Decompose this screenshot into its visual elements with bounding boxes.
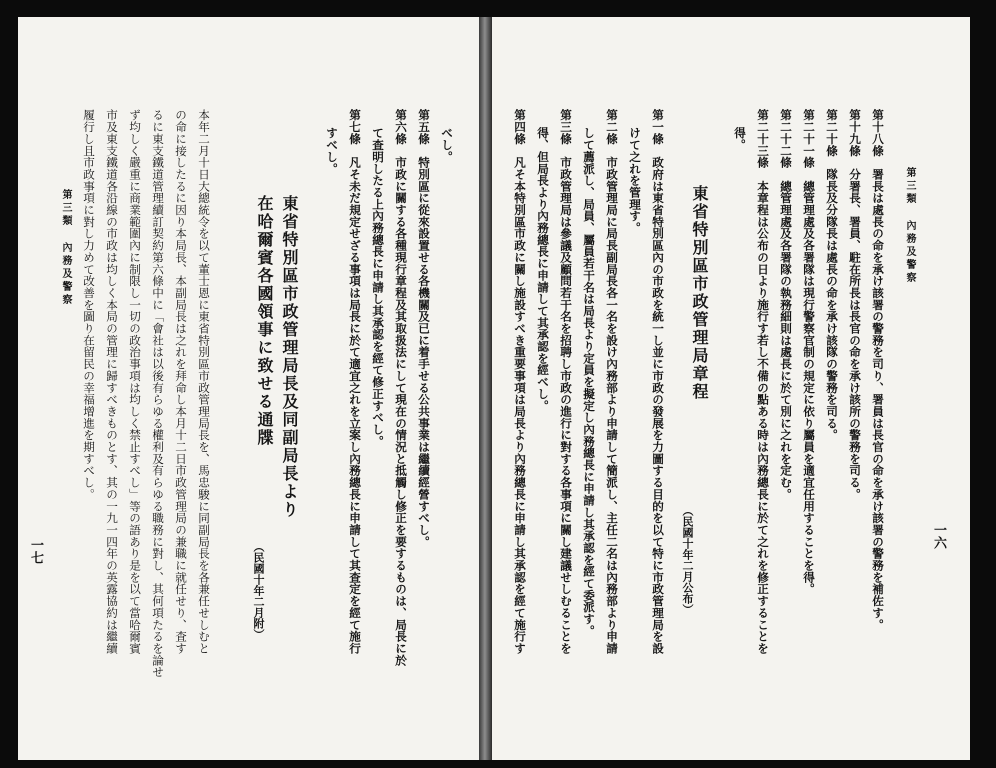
article-23: 第二十三條 本章程は公布の日より施行す若し不備の點ある時は內務總長に於て之れを修正することを <box>756 109 770 655</box>
running-head: 第三類 內務及警察 <box>904 167 915 285</box>
body-line: ず均しく嚴重に商業範圍內に制限し一切の政治事項は均しく禁止すべし」等の語あり是を以て當哈爾賓 <box>128 109 142 655</box>
page-number: 一六 <box>931 523 946 549</box>
article-line: して薦派し、局員、屬員若干名は局長より定員を擬定し內務總長に申請し其承認を經て委派す。 <box>582 127 596 637</box>
document-title-line-1: 東省特別區市政管理局長及同副局長より <box>280 195 299 519</box>
article-21: 第二十一條 總管理處及各署隊は現行警察官制の規定に依り屬員を適宜任用することを得。 <box>802 109 816 595</box>
article-19: 第十九條 分署長、署員、駐在所長は長官の命を承け該所の警務を司る。 <box>848 109 862 501</box>
article-18: 第十八條 署長は處長の命を承け該署の警務を司り、署員は長官の命を承け該署の警務を補佐す。 <box>871 109 885 631</box>
article-20: 第二十條 隊長及分隊長は處長の命を承け該隊の警務を司る。 <box>825 109 839 441</box>
document-title-line-2: 在哈爾賓各國領事に致せる通牒 <box>255 195 274 447</box>
article-3: 第三條 市政管理局は參議及顧問若干名を招聘し市政の進行に對する各事項に關し建議せしむることを <box>559 109 573 655</box>
body-line: 市及東支鐵道各沿線の市政は均しく本局の管理に歸すべきものとす、其の一九一四年の英露協約は繼續 <box>105 109 119 655</box>
article-7: 第七條 凡そ未だ規定せざる事項は局長に於て適宜之れを立案し內務總長に申請して其查定を經て施行 <box>348 109 362 655</box>
running-head: 第三類 內務及警察 <box>60 189 71 307</box>
article-line: 得、但局長より內務總長に申請して其承認を經べし。 <box>536 127 550 412</box>
article-line: すべし。 <box>325 127 339 175</box>
article-line: べし。 <box>440 127 454 163</box>
body-line: 履行し且市政事項に對し力めて改善を圖り在留民の幸福增進を期すべし。 <box>82 109 96 501</box>
article-6: 第六條 市政に關する各種現行章程及其取扱法にして現在の情況と抵觸し修正を要するものは、局長に於 <box>394 109 408 666</box>
document-date: （民國十年二月公布） <box>681 505 694 615</box>
body-line: るに東支鐵道管理續訂契約第六條中に「會社は以後有らゆる權利及有らゆる職務に對し、其何項たるを論せ <box>151 109 165 678</box>
article-line: けて之れを管理す。 <box>628 127 642 234</box>
body-line: の命に接したるに因り本局長、本副局長は之れを拜命し本月十二日市政管理局の兼職に就任せり、査す <box>174 109 188 655</box>
page-number: 一七 <box>28 538 43 564</box>
body-line: 本年二月十日大總統令を以て董士恩に東省特別區市政管理局長を、馬忠駿に同副局長を各兼任せしむと <box>197 109 211 655</box>
article-line: 得。 <box>733 127 747 151</box>
document-title: 東省特別區市政管理局章程 <box>690 185 709 401</box>
right-page <box>492 17 970 760</box>
article-4: 第四條 凡そ本特別區市政に關し施設すべき重要事項は局長より內務總長に申請し其承認を經て施行す <box>513 109 527 655</box>
article-22: 第二十二條 總管理處及各署隊の執務細則は處長に於て別に之れを定む。 <box>779 109 793 501</box>
left-page <box>18 17 479 760</box>
document-date: （民國十年二月附） <box>252 541 265 640</box>
article-line: て查明したる上內務總長に申請し其承認を經て修正すべし。 <box>371 127 385 447</box>
article-2: 第二條 市政管理局に局長副局長各一名を設け內務部より申請して簡派し、主任二名は內務部より申請 <box>605 109 619 655</box>
book-spine <box>479 17 492 760</box>
article-5: 第五條 特別區に從來設置せる各機關及已に着手せる公共事業は繼續經營すべし。 <box>417 109 431 548</box>
article-1: 第一條 政府は東省特別區內の市政を統一し並に市政の發展を力圖する目的を以て特に市政管理局を設 <box>651 109 665 655</box>
